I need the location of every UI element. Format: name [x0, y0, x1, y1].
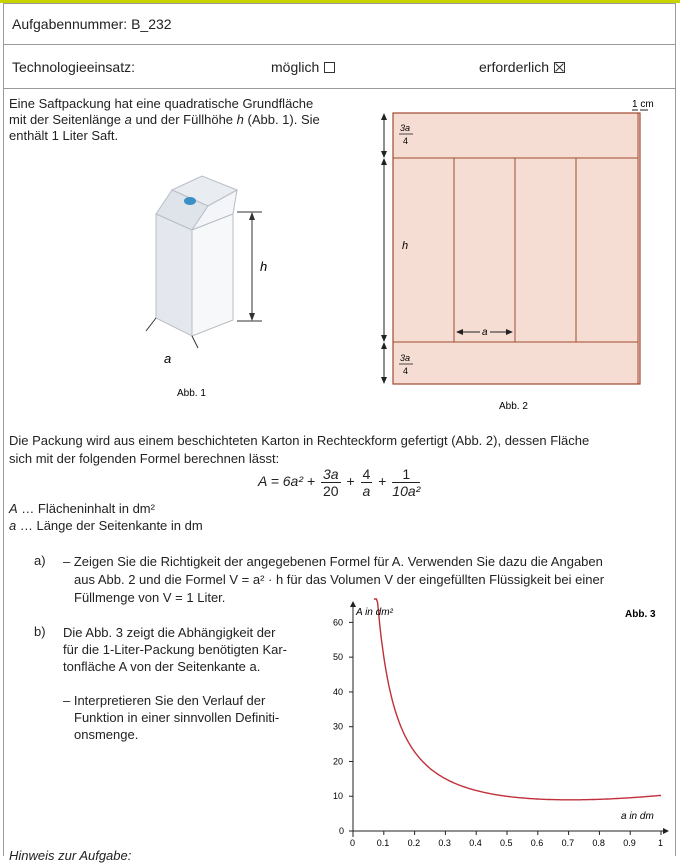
carton-left-face [156, 214, 192, 336]
option-possible [271, 59, 335, 75]
checkbox-checked-icon[interactable] [554, 62, 565, 73]
figure-3-chart [325, 597, 670, 856]
part-a-line-2: aus Abb. 2 und die Formel V = a² · h für das Volumen V der eingefüllten Flüssigkeit bei einer [74, 572, 605, 587]
net-outline [393, 113, 640, 384]
legend-A-text: … Flächeninhalt in dm² [17, 501, 155, 516]
part-a-line-3: Füllmenge von V = 1 Liter. [74, 590, 226, 605]
formula-fraction-1 [321, 466, 341, 499]
construction-line-2: sich mit der folgenden Formel berechnen lässt: [9, 451, 280, 466]
fig2-frac-bottom-num: 3a [400, 353, 411, 363]
task-number-row [3, 3, 676, 45]
intro-line-1: Eine Saftpackung hat eine quadratische Grundfläche [9, 96, 314, 111]
part-b-label: b) [34, 624, 46, 639]
intro-line-3: enthält 1 Liter Saft. [9, 128, 119, 143]
x-tick-label: 0.8 [592, 838, 605, 848]
formula-fraction-3 [392, 466, 420, 499]
intro-line-2-post: (Abb. 1). Sie [243, 112, 320, 127]
fig2-label-h: h [402, 240, 409, 252]
f3-den: 10a² [392, 483, 421, 499]
y-axis-label: A in dm² [356, 607, 393, 618]
x-tick-label: 0.9 [623, 838, 636, 848]
series-line [374, 599, 661, 800]
part-b-task-2: Funktion in einer sinnvollen Definiti- [74, 710, 280, 725]
arrow-up-icon [381, 342, 387, 349]
intro-line-2 [9, 112, 320, 128]
arrow-down-icon [381, 335, 387, 342]
construction-line-1: Die Packung wird aus einem beschichteten Karton in Rechteckform gefertigt (Abb. 2), dessen Fläche [9, 433, 590, 448]
y-tick-label: 50 [333, 652, 344, 663]
fig1-label-h: h [260, 259, 268, 274]
fig2-frac-bottom-den: 4 [403, 366, 409, 376]
intro-text [9, 96, 320, 144]
fig1-label-a: a [164, 351, 172, 366]
arrow-up-icon [381, 113, 387, 120]
intro-line-2-pre: mit der Seitenlänge [9, 112, 125, 127]
carton-right-face [192, 214, 233, 336]
fig2-frac-top-den: 4 [403, 136, 409, 146]
arrow-up-icon [249, 212, 255, 220]
option-required [479, 59, 565, 75]
x-tick-label: 0.1 [376, 838, 390, 848]
x-tick-label: 0.5 [500, 838, 513, 848]
x-tick-label: 0 [350, 838, 356, 848]
intro-h: h [236, 112, 244, 127]
carton-cap [184, 197, 196, 205]
x-tick-label: 0.7 [561, 838, 575, 848]
task-number: Aufgabennummer: B_232 [12, 16, 172, 32]
x-tick-label: 0.2 [407, 838, 421, 848]
chart-title: Abb. 3 [625, 609, 656, 620]
f2-den: a [362, 483, 371, 499]
x-axis-arrow-icon [663, 828, 669, 834]
arrow-down-icon [381, 151, 387, 158]
footer-partial: Hinweis zur Aufgabe: [9, 848, 132, 863]
x-tick-label: 0.3 [438, 838, 451, 848]
technology-label: Technologieeinsatz: [12, 59, 135, 75]
legend-A-symbol: A [9, 501, 18, 516]
formula-plus: + [378, 473, 387, 490]
edge-marker-left [146, 318, 156, 331]
legend-A [9, 500, 203, 517]
fig2-label-a: a [482, 327, 488, 338]
part-a-line-1: – Zeigen Sie die Richtigkeit der angegebenen Formel für A. Verwenden Sie dazu die Angaben [63, 554, 603, 569]
option-required-label: erforderlich [479, 59, 550, 75]
x-tick-label: 1 [658, 838, 664, 848]
checkbox-unchecked-icon[interactable] [324, 62, 335, 73]
formula-plus: + [346, 473, 355, 490]
y-tick-label: 60 [333, 617, 344, 628]
part-b-line-2: für die 1-Liter-Packung benötigten Kar- [63, 642, 288, 657]
label-1cm: 1 cm [632, 99, 654, 110]
f1-den: 20 [322, 483, 339, 499]
legend-a-symbol: a [9, 518, 17, 533]
option-possible-label: möglich [271, 59, 320, 75]
part-b-line-3: tonfläche A von der Seitenkante a. [63, 659, 261, 674]
part-b-task-1: – Interpretieren Sie den Verlauf der [63, 693, 266, 708]
f2-num: 4 [362, 466, 371, 482]
intro-a: a [124, 112, 132, 127]
f1-num: 3a [322, 466, 339, 482]
x-axis-label: a in dm [621, 811, 654, 822]
variable-legend [9, 500, 203, 534]
y-tick-label: 30 [333, 721, 344, 732]
arrow-down-icon [249, 313, 255, 321]
fig2-frac-top-num: 3a [400, 123, 411, 133]
legend-a-text: … Länge der Seitenkante in dm [16, 518, 203, 533]
f3-num: 1 [392, 466, 420, 483]
y-tick-label: 0 [339, 826, 345, 836]
y-tick-label: 40 [333, 686, 344, 697]
figure-2-net [370, 95, 670, 420]
y-tick-label: 10 [333, 791, 344, 802]
technology-row [3, 45, 676, 89]
figure-1-carton [140, 168, 290, 408]
arrow-up-icon [381, 158, 387, 165]
formula-fraction-2 [361, 466, 373, 499]
fig2-caption: Abb. 2 [499, 401, 528, 412]
legend-a [9, 517, 203, 534]
arrow-down-icon [381, 377, 387, 384]
x-tick-label: 0.4 [469, 838, 482, 848]
area-formula [258, 466, 422, 499]
y-tick-label: 20 [333, 756, 344, 767]
part-a-label: a) [34, 553, 46, 568]
intro-line-2-mid: und der Füllhöhe [131, 112, 237, 127]
fig1-caption: Abb. 1 [177, 388, 206, 399]
part-b-task-3: onsmenge. [74, 727, 139, 742]
part-b-line-1: Die Abb. 3 zeigt die Abhängigkeit der [63, 625, 276, 640]
formula-lhs: A = 6a² + [258, 473, 316, 490]
construction-text [9, 432, 589, 468]
edge-marker-right [192, 336, 198, 348]
x-tick-label: 0.6 [530, 838, 544, 848]
part-b-text [63, 624, 287, 743]
